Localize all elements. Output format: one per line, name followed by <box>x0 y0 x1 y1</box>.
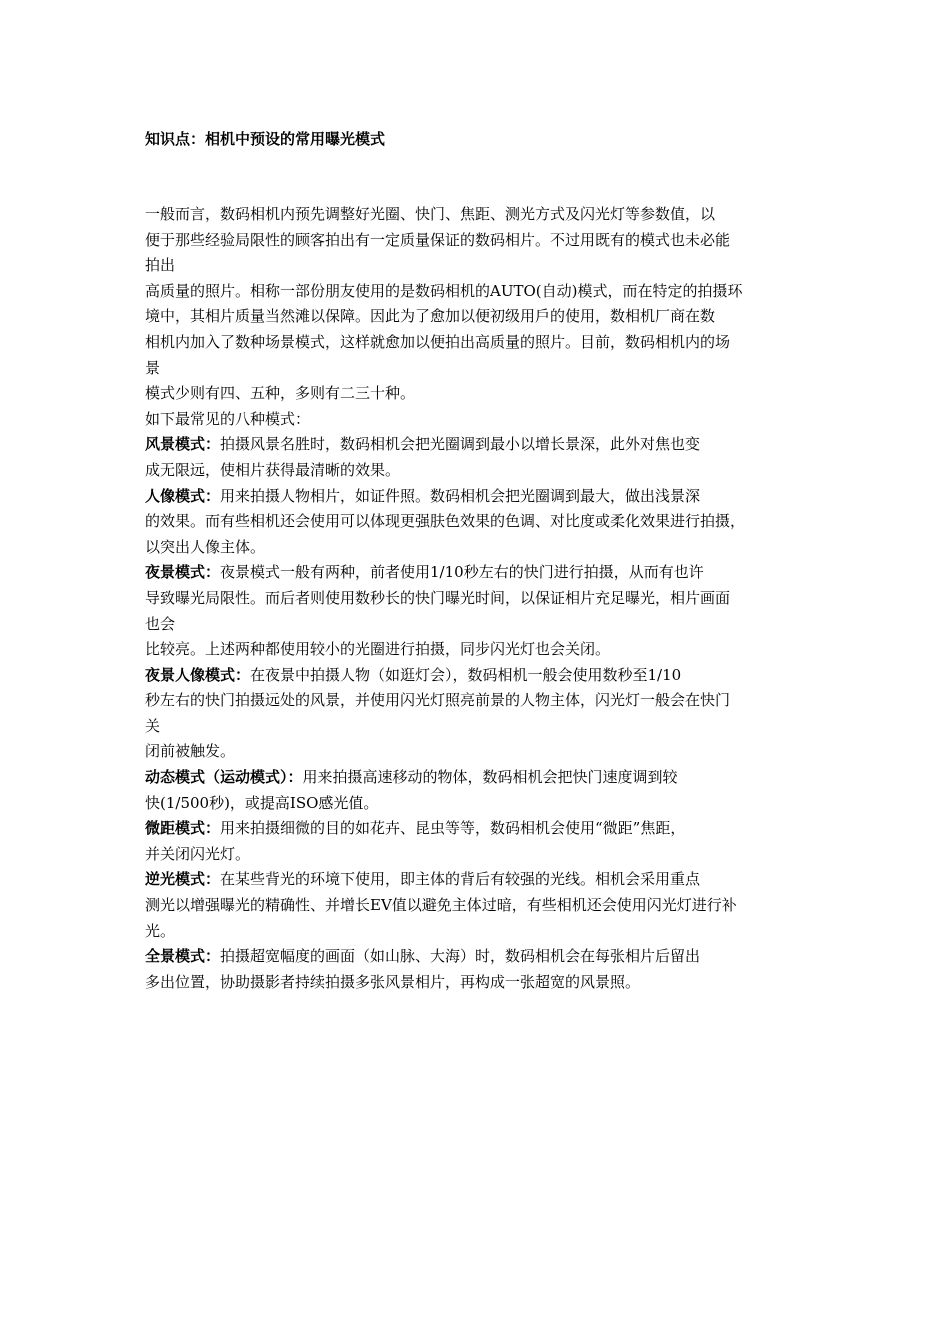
line-text: 拍出 <box>145 256 176 275</box>
text-line <box>145 253 815 279</box>
line-text: 在夜景中拍摄人物（如逛灯会），数码相机一般会使用数秒至1/10 <box>250 665 682 684</box>
mode-heading: 夜景人像模式： <box>145 665 251 684</box>
line-text: 相机内加入了数种场景模式，这样就愈加以便拍出高质量的照片。目前，数码相机内的场 <box>145 332 731 351</box>
line-text: 用来拍摄高速移动的物体，数码相机会把快门速度调到较 <box>302 768 678 787</box>
text-line <box>145 714 815 740</box>
document-body <box>145 202 815 995</box>
line-text: 便于那些经验局限性的顾客拍出有一定质量保证的数码相片。不过用既有的模式也未必能 <box>145 230 731 249</box>
line-text: 景 <box>145 358 161 377</box>
line-text: 境中，其相片质量当然滩以保障。因此为了愈加以便初级用戶的使用，数相机厂商在数 <box>145 307 716 326</box>
mode-heading: 动态模式（运动模式）： <box>145 768 303 787</box>
mode-heading: 全景模式： <box>145 947 221 966</box>
line-text: 用来拍摄细微的目的如花卉、昆虫等等，数码相机会使用“微距”焦距， <box>220 819 686 838</box>
text-line <box>145 381 815 407</box>
line-text: 光。 <box>145 921 176 940</box>
line-text: 导致曝光局限性。而后者则使用数秒长的快门曝光时间，以保证相片充足曝光，相片画面 <box>145 588 731 607</box>
text-line <box>145 509 815 535</box>
text-line <box>145 202 815 228</box>
line-text: 拍摄超宽幅度的画面（如山脉、大海）时，数码相机会在每张相片后留出 <box>220 947 701 966</box>
text-line <box>145 228 815 254</box>
text-line <box>145 765 815 791</box>
text-line <box>145 304 815 330</box>
line-text: 模式少则有四、五种，多则有二三十种。 <box>145 384 416 403</box>
text-line <box>145 535 815 561</box>
text-line <box>145 791 815 817</box>
text-line <box>145 842 815 868</box>
line-text: 关 <box>145 716 161 735</box>
text-line <box>145 637 815 663</box>
text-line <box>145 432 815 458</box>
text-line <box>145 816 815 842</box>
text-line <box>145 560 815 586</box>
line-text: 快(1/500秒)，或提高ISO感光值。 <box>145 793 379 812</box>
line-text: 也会 <box>145 614 176 633</box>
text-line <box>145 970 815 996</box>
text-line <box>145 944 815 970</box>
line-text: 并关闭闪光灯。 <box>145 844 251 863</box>
text-line <box>145 867 815 893</box>
line-text: 比较亮。上述两种都使用较小的光圈进行拍摄，同步闪光灯也会关闭。 <box>145 640 611 659</box>
text-line <box>145 586 815 612</box>
line-text: 秒左右的快门拍摄远处的风景，并使用闪光灯照亮前景的人物主体，闪光灯一般会在快门 <box>145 691 731 710</box>
text-line <box>145 356 815 382</box>
text-line <box>145 279 815 305</box>
text-line <box>145 893 815 919</box>
text-line <box>145 663 815 689</box>
text-line <box>145 458 815 484</box>
text-line <box>145 612 815 638</box>
text-line <box>145 484 815 510</box>
line-text: 测光以增强曝光的精确性、并增长EV值以避免主体过暗，有些相机还会使用闪光灯进行补 <box>145 896 737 915</box>
mode-heading: 夜景模式： <box>145 563 221 582</box>
line-text: 闭前被触发。 <box>145 742 236 761</box>
mode-heading: 逆光模式： <box>145 870 221 889</box>
line-text: 的效果。而有些相机还会使用可以体现更强肤色效果的色调、对比度或柔化效果进行拍摄， <box>145 512 746 531</box>
line-text: 用来拍摄人物相片，如证件照。数码相机会把光圈调到最大，做出浅景深 <box>220 486 701 505</box>
line-text: 成无限远，使相片获得最清晰的效果。 <box>145 460 401 479</box>
line-text: 夜景模式一般有两种，前者使用1/10秒左右的快门进行拍摄，从而有也许 <box>220 563 704 582</box>
line-text: 高质量的照片。相称一部份朋友使用的是数码相机的AUTO(自动)模式，而在特定的拍摄环 <box>145 281 743 300</box>
text-line <box>145 688 815 714</box>
mode-heading: 风景模式： <box>145 435 221 454</box>
mode-heading: 微距模式： <box>145 819 221 838</box>
line-text: 拍摄风景名胜时，数码相机会把光圈调到最小以增长景深，此外对焦也变 <box>220 435 701 454</box>
line-text: 以突出人像主体。 <box>145 537 266 556</box>
line-text: 在某些背光的环境下使用，即主体的背后有较强的光线。相机会采用重点 <box>220 870 701 889</box>
line-text: 多出位置，协助摄影者持续拍摄多张风景相片，再构成一张超宽的风景照。 <box>145 972 641 991</box>
text-line <box>145 919 815 945</box>
mode-heading: 人像模式： <box>145 486 221 505</box>
line-text: 如下最常见的八种模式： <box>145 409 311 428</box>
document-title: 知识点：相机中预设的常用曝光模式 <box>145 130 386 148</box>
text-line <box>145 330 815 356</box>
text-line <box>145 407 815 433</box>
text-line <box>145 739 815 765</box>
line-text: 一般而言，数码相机内预先调整好光圈、快门、焦距、测光方式及闪光灯等参数值，以 <box>145 205 716 223</box>
